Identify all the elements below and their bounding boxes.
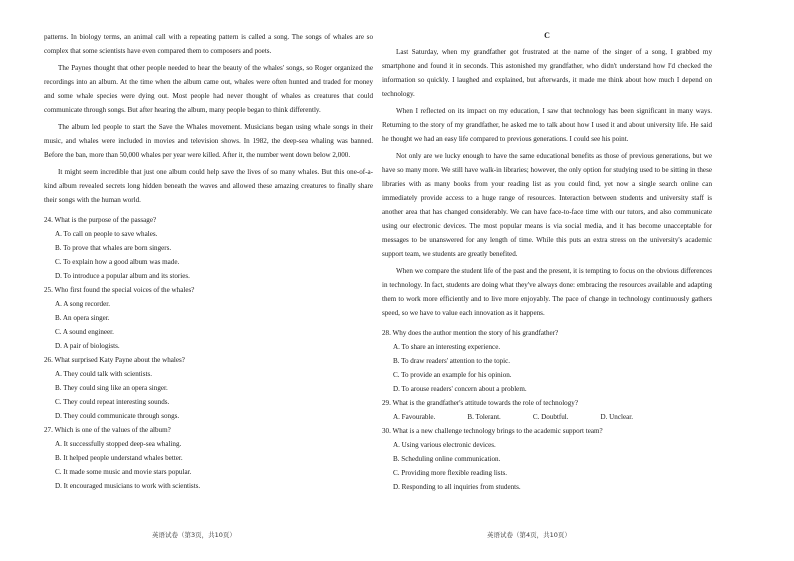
option-c: C. A sound engineer.	[55, 328, 114, 336]
option-a: A. Favourable.	[393, 413, 436, 421]
question-stem: 24. What is the purpose of the passage?	[44, 216, 157, 224]
option-d: D. Unclear.	[600, 413, 633, 421]
passage-paragraph: When we compare the student life of the past and the present, it is tempting to focus on the obvious differences in technology. In fact, students are doing what they've always done: embracing the resources available and adapting them to work more efficiently and to live more enjoyably. The pace of change in technology continuously gathers speed, so we have to value each innovation as it happens.	[382, 267, 712, 317]
option-c: C. To provide an example for his opinion.	[393, 371, 512, 379]
option-b: B. An opera singer.	[55, 314, 110, 322]
option-b: B. To draw readers' attention to the topic.	[393, 357, 511, 365]
option-d: D. To introduce a popular album and its stories.	[55, 272, 190, 280]
option-c: C. Doubtful.	[532, 413, 569, 421]
passage-paragraph: Last Saturday, when my grandfather got frustrated at the name of the singer of a song, I grabbed my smartphone and found it in seconds. This astonished my grandfather, who didn't understand how I'd checked the information so quickly. I laughed and explained, but afterwards, it made me think about how much I depend on technology.	[382, 48, 712, 98]
question-27	[44, 423, 373, 493]
option-c: C. It made some music and movie stars popular.	[55, 468, 192, 476]
option-c: C. They could repeat interesting sounds.	[55, 398, 170, 406]
option-b: B. To prove that whales are born singers.	[55, 244, 172, 252]
option-a: A. To share an interesting experience.	[393, 343, 501, 351]
option-b: B. They could sing like an opera singer.	[55, 384, 168, 392]
left-page	[44, 30, 373, 493]
section-title: C	[544, 31, 550, 40]
option-row	[393, 410, 712, 424]
option-a: A. They could talk with scientists.	[55, 370, 153, 378]
right-page	[382, 30, 712, 494]
option-d: D. To arouse readers' concern about a problem.	[393, 385, 527, 393]
option-b: B. It helped people understand whales better.	[55, 454, 183, 462]
passage-paragraph: The album led people to start the Save the Whales movement. Musicians began using whale songs in their music, and whales were included in movies and television shows. In 1982, the deep-sea whaling was banned. Before the ban, more than 50,000 whales per year were killed. After it, the number went down below 2,000.	[44, 123, 373, 159]
passage-paragraph: When I reflected on its impact on my education, I saw that technology has been significant in many ways. Returning to the story of my grandfather, he asked me to talk about how I used it and about university life. He said he thought we had an easy life compared to previous generations. I could see his point.	[382, 107, 712, 143]
option-a: A. It successfully stopped deep-sea whaling.	[55, 440, 182, 448]
option-c: C. To explain how a good album was made.	[55, 258, 180, 266]
option-c: C. Providing more flexible reading lists.	[393, 469, 508, 477]
question-stem: 29. What is the grandfather's attitude towards the role of technology?	[382, 399, 578, 407]
page-footer: 英语试卷（第4页，共10页）	[487, 531, 571, 539]
option-d: D. They could communicate through songs.	[55, 412, 180, 420]
passage-paragraph: patterns. In biology terms, an animal call with a repeating pattern is called a song. The songs of whales are so complex that some scientists have even compared them to composers and poets.	[44, 33, 373, 55]
option-a: A. Using various electronic devices.	[393, 441, 496, 449]
question-stem: 28. Why does the author mention the story of his grandfather?	[382, 329, 559, 337]
question-stem: 27. Which is one of the values of the album?	[44, 426, 171, 434]
passage-paragraph: Not only are we lucky enough to have the same educational benefits as those of previous generations, but we have so many more. We still have walk-in libraries; however, the only option for studying used to be sitting in these libraries with as many books from your reading list as you could find, yet now a single search online can immediately provide access to a huge range of resources. Interaction between students and university staff is another area that has changed considerably. We can have face-to-face time with our tutors, and also communicate using our electronic devices. The most popular means is via social media, and it has become unacceptable for messages to be unanswered for any length of time. While this puts an extra stress on the university's academic support team, we students are greatly benefited.	[382, 152, 712, 258]
option-b: B. Tolerant.	[467, 413, 501, 421]
question-30	[382, 424, 712, 494]
option-d: D. Responding to all inquiries from students.	[393, 483, 521, 491]
option-b: B. Scheduling online communication.	[393, 455, 501, 463]
question-stem: 26. What surprised Katy Payne about the whales?	[44, 356, 185, 364]
question-26	[44, 353, 373, 423]
question-29	[382, 396, 712, 424]
question-24	[44, 213, 373, 283]
passage-paragraph: The Paynes thought that other people needed to hear the beauty of the whales' songs, so Roger organized the recordings into an album. At the time when the album came out, whales were often hunted and traded for money and some whale species were dying out. Most people had never thought of whales as creatures that could communicate through songs. But after hearing the album, many people began to think differently.	[44, 64, 373, 114]
option-d: D. It encouraged musicians to work with scientists.	[55, 482, 201, 490]
passage-paragraph: It might seem incredible that just one album could help save the lives of so many whales. But this one-of-a-kind album revealed secrets long hidden beneath the waves and allowed these amazing creatures to finally share their songs with the human world.	[44, 168, 373, 204]
question-28	[382, 326, 712, 396]
option-a: A. A song recorder.	[55, 300, 110, 308]
page-footer: 英语试卷（第3页，共10页）	[152, 531, 236, 539]
question-stem: 25. Who first found the special voices of the whales?	[44, 286, 195, 294]
option-a: A. To call on people to save whales.	[55, 230, 158, 238]
option-d: D. A pair of biologists.	[55, 342, 120, 350]
question-25	[44, 283, 373, 353]
question-stem: 30. What is a new challenge technology brings to the academic support team?	[382, 427, 603, 435]
